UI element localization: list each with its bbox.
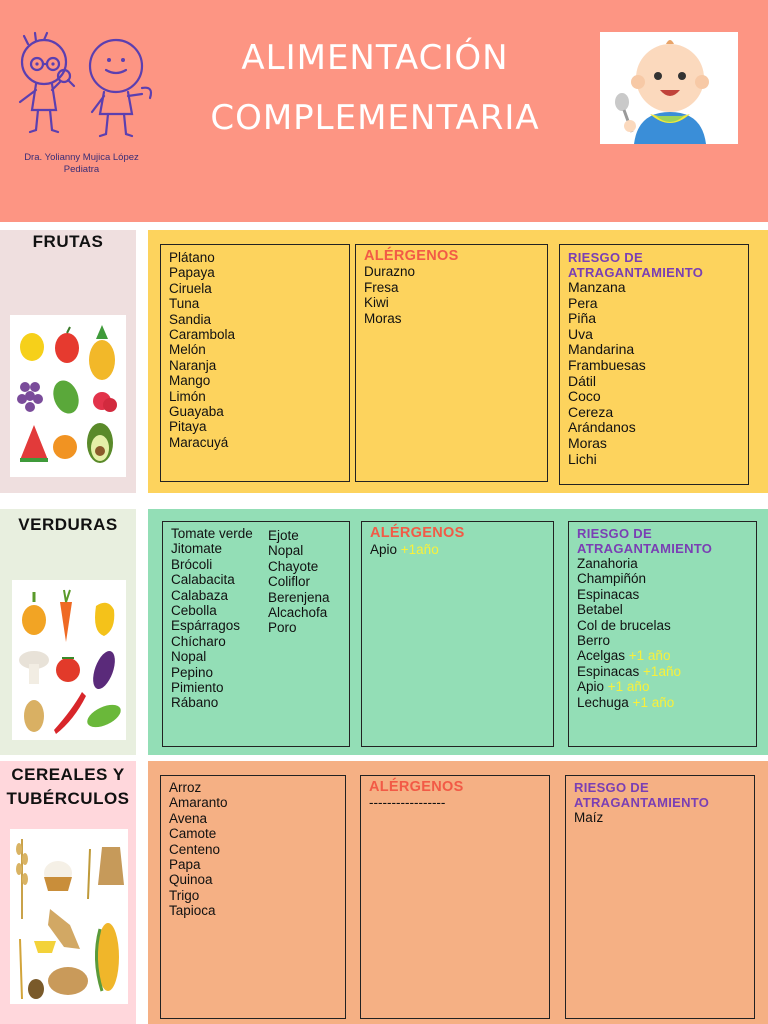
frutas-foods-box xyxy=(160,244,350,482)
list-item: Rábano xyxy=(171,695,219,711)
list-item: Trigo xyxy=(169,887,200,903)
list-item: Brócoli xyxy=(171,556,213,572)
list-item: Berenjena xyxy=(268,589,330,605)
list-item: Chícharo xyxy=(171,633,226,649)
list-item: Nopal xyxy=(268,543,304,559)
panel-verduras xyxy=(148,509,768,755)
list-item: Camote xyxy=(169,826,217,842)
list-item: Limón xyxy=(169,388,206,404)
fruits-illustration xyxy=(10,315,126,477)
age-note: +1año xyxy=(400,542,439,558)
list-item: Jitomate xyxy=(171,541,223,557)
cereales-allergens-value: ----------------- xyxy=(369,795,446,811)
cereales-allergens-title: ALÉRGENOS xyxy=(369,779,464,795)
frutas-allergens-box xyxy=(355,244,548,482)
baby-image-frame xyxy=(600,32,738,144)
list-item xyxy=(577,664,748,679)
section-label-cereales xyxy=(0,761,136,1024)
section-title-cereales-2: TUBÉRCULOS xyxy=(6,789,130,808)
verduras-choking-title-2: ATRAGANTAMIENTO xyxy=(577,541,713,556)
list-item: Sandia xyxy=(169,311,212,327)
list-item xyxy=(577,602,748,617)
cereales-choking-list xyxy=(574,810,746,825)
food-name: Espinacas xyxy=(577,663,644,679)
section-title-frutas: FRUTAS xyxy=(32,232,104,251)
verduras-choking-title-1: RIESGO DE xyxy=(577,526,652,541)
section-label-frutas xyxy=(0,230,136,493)
doctor-name: Dra. Yolianny Mujica López xyxy=(24,152,139,163)
list-item: Nopal xyxy=(171,649,207,665)
list-item: Calabacita xyxy=(171,572,235,588)
food-name: Acelgas xyxy=(577,648,629,664)
doctor-role: Pediatra xyxy=(63,164,100,175)
cereales-foods-box xyxy=(160,775,346,1019)
panel-cereales xyxy=(148,761,768,1024)
verduras-allergens-box xyxy=(361,521,554,747)
list-item: Manzana xyxy=(568,279,626,295)
list-item: Arándanos xyxy=(568,419,636,436)
food-name: Col de brucelas xyxy=(577,617,671,633)
list-item: Pimiento xyxy=(171,680,224,696)
doctor-credit xyxy=(0,152,163,176)
cereales-choking-box xyxy=(565,775,755,1019)
baby-with-spoon-icon xyxy=(600,32,738,144)
list-item: Papaya xyxy=(169,265,215,281)
list-item: Mandarina xyxy=(568,341,635,358)
list-item: Coliflor xyxy=(268,574,311,590)
list-item: Papa xyxy=(169,857,201,873)
list-item: Guayaba xyxy=(169,404,224,420)
list-item xyxy=(577,587,748,602)
list-item: Plátano xyxy=(169,250,215,265)
section-title-cereales-1: CEREALES Y xyxy=(11,765,125,784)
age-note: +1 año xyxy=(628,648,671,664)
list-item: Tomate verde xyxy=(171,526,253,541)
frutas-allergens-title: ALÉRGENOS xyxy=(364,248,459,264)
list-item: Pepino xyxy=(171,664,214,680)
verduras-allergens-list xyxy=(370,542,545,557)
frutas-choking-title-2: ATRAGANTAMIENTO xyxy=(568,265,704,280)
list-item: Moras xyxy=(364,310,402,326)
list-item: Lichi xyxy=(568,450,597,467)
list-item: Tuna xyxy=(169,296,200,312)
list-item: Mango xyxy=(169,373,211,389)
list-item: Pitaya xyxy=(169,419,207,435)
list-item: Piña xyxy=(568,310,597,327)
list-item: Espárragos xyxy=(171,618,241,634)
age-note: +1 año xyxy=(632,694,675,710)
list-item: Maracuyá xyxy=(169,434,229,450)
page-title-line1: ALIMENTACIÓN xyxy=(241,38,509,78)
frutas-choking-box xyxy=(559,244,749,485)
food-name: Apio xyxy=(370,542,401,558)
list-item xyxy=(577,571,748,586)
list-item xyxy=(577,648,748,663)
cereals-illustration xyxy=(10,829,128,1004)
food-name: Apio xyxy=(577,679,608,695)
section-title-verduras: VERDURAS xyxy=(18,515,118,534)
list-item: Durazno xyxy=(364,264,416,280)
list-item: Tapioca xyxy=(169,903,216,919)
list-item: Coco xyxy=(568,388,601,405)
verduras-choking-box xyxy=(568,521,757,747)
list-item: Alcachofa xyxy=(268,605,328,621)
vegetables-illustration xyxy=(12,580,126,740)
list-item: Frambuesas xyxy=(568,356,646,373)
list-item: Dátil xyxy=(568,372,597,389)
verduras-choking-list xyxy=(577,556,748,710)
list-item: Arroz xyxy=(169,780,202,795)
food-name: Berro xyxy=(577,633,611,649)
list-item: Carambola xyxy=(169,327,236,343)
list-item xyxy=(577,556,748,571)
list-item: Naranja xyxy=(169,357,217,373)
food-name: Espinacas xyxy=(577,586,640,602)
verduras-foods-box xyxy=(162,521,350,747)
list-item: Melón xyxy=(169,342,206,358)
doctor-characters-icon xyxy=(8,30,163,148)
section-label-verduras xyxy=(0,509,136,755)
list-item: Poro xyxy=(268,620,297,636)
list-item: Moras xyxy=(568,434,607,451)
cereales-allergens-box xyxy=(360,775,550,1019)
panel-frutas xyxy=(148,230,768,493)
age-note: +1año xyxy=(643,663,681,679)
frutas-choking-list xyxy=(568,280,740,467)
list-item xyxy=(370,542,545,557)
list-item: Quinoa xyxy=(169,872,213,888)
list-item: Ciruela xyxy=(169,280,212,296)
frutas-allergens-list xyxy=(364,264,539,326)
list-item xyxy=(577,633,748,648)
cereales-choking-title-2: ATRAGANTAMIENTO xyxy=(574,795,710,810)
list-item xyxy=(577,679,748,694)
cereales-choking-title-1: RIESGO DE xyxy=(574,780,649,795)
list-item: Amaranto xyxy=(169,795,228,811)
food-name: Champiñón xyxy=(577,571,647,587)
list-item: Ejote xyxy=(268,528,299,543)
food-name: Betabel xyxy=(577,602,623,618)
verduras-foods-col1 xyxy=(171,526,253,711)
list-item xyxy=(577,618,748,633)
header-banner xyxy=(0,0,768,222)
frutas-choking-title-1: RIESGO DE xyxy=(568,250,643,265)
verduras-foods-col2 xyxy=(268,528,330,636)
food-name: Lechuga xyxy=(577,694,633,710)
verduras-allergens-title: ALÉRGENOS xyxy=(370,525,465,541)
list-item: Chayote xyxy=(268,558,319,574)
list-item: Centeno xyxy=(169,841,221,857)
food-name: Zanahoria xyxy=(577,556,638,571)
list-item: Calabaza xyxy=(171,587,229,603)
list-item: Cereza xyxy=(568,403,614,420)
list-item xyxy=(577,695,748,710)
list-item: Cebolla xyxy=(171,603,217,619)
list-item: Pera xyxy=(568,294,598,311)
list-item: Uva xyxy=(568,325,593,342)
list-item: Maíz xyxy=(574,810,604,825)
page-title-line2: COMPLEMENTARIA xyxy=(210,98,540,138)
list-item: Avena xyxy=(169,810,208,826)
list-item: Kiwi xyxy=(364,295,389,311)
list-item: Fresa xyxy=(364,279,399,295)
age-note: +1 año xyxy=(607,679,650,695)
